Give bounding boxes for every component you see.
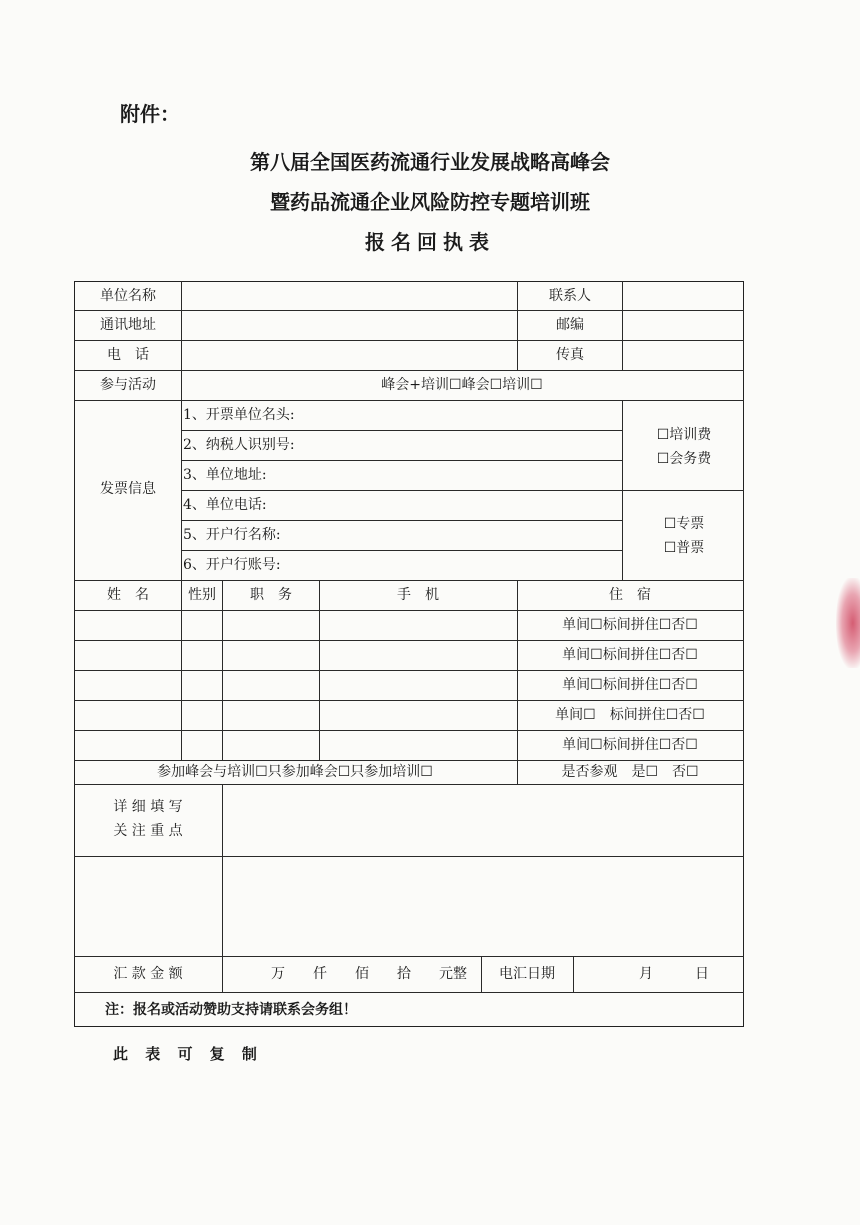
- activity-label: 参与活动: [100, 377, 156, 393]
- focus-label-line-2: 关 注 重 点: [113, 823, 183, 839]
- transfer-date-label: 电汇日期: [499, 966, 555, 982]
- row-divider: [74, 730, 744, 731]
- row-divider: [74, 700, 744, 701]
- invoice-divider: [181, 550, 622, 551]
- header-lodging: 住 宿: [609, 587, 651, 603]
- invoice-divider: [181, 430, 622, 431]
- header-mobile: 手 机: [397, 587, 439, 603]
- row-divider: [74, 340, 744, 341]
- col-divider: [222, 784, 223, 992]
- participation-options[interactable]: 参加峰会与培训☐只参加峰会☐只参加培训☐: [157, 764, 433, 780]
- col-divider: [622, 400, 623, 580]
- copy-permission-note: 此 表 可 复 制: [113, 1045, 263, 1063]
- row-divider: [74, 580, 744, 581]
- fee-option-training[interactable]: ☐培训费: [656, 427, 712, 443]
- contact-note: 注：报名或活动赞助支持请联系会务组！: [105, 1002, 357, 1018]
- ticket-option-special[interactable]: ☐专票: [663, 516, 705, 532]
- contact-label: 联系人: [549, 288, 591, 304]
- invoice-divider: [181, 490, 744, 491]
- invoice-field-phone[interactable]: 4、单位电话:: [183, 497, 267, 513]
- row-divider: [74, 784, 744, 785]
- row-divider: [74, 956, 744, 957]
- lodging-option[interactable]: 单间☐ 标间拼住☐否☐: [555, 707, 705, 723]
- row-divider: [74, 370, 744, 371]
- col-divider: [517, 580, 518, 784]
- header-name: 姓 名: [107, 587, 149, 603]
- payment-amount-units[interactable]: 万 仟 佰 拾 元整: [271, 966, 467, 982]
- col-divider: [181, 580, 182, 760]
- invoice-field-bank-account[interactable]: 6、开户行账号:: [183, 557, 281, 573]
- red-seal-stamp: [836, 578, 860, 668]
- focus-label-line-1: 详 细 填 写: [113, 799, 183, 815]
- lodging-option[interactable]: 单间☐标间拼住☐否☐: [562, 737, 698, 753]
- unit-name-label: 单位名称: [100, 288, 156, 304]
- attachment-label: 附件：: [120, 102, 180, 126]
- postcode-label: 邮编: [556, 317, 584, 333]
- invoice-label: 发票信息: [100, 481, 156, 497]
- col-divider: [622, 281, 623, 371]
- row-divider: [74, 760, 744, 761]
- header-position: 职 务: [250, 587, 292, 603]
- invoice-field-company-title[interactable]: 1、开票单位名头:: [183, 407, 295, 423]
- col-divider: [319, 580, 320, 760]
- lodging-option[interactable]: 单间☐标间拼住☐否☐: [562, 647, 698, 663]
- row-divider: [74, 400, 744, 401]
- address-label: 通讯地址: [100, 317, 156, 333]
- title-line-3: 报名回执表: [365, 230, 495, 254]
- transfer-date-units[interactable]: 月 日: [639, 966, 709, 982]
- col-divider: [181, 281, 182, 580]
- invoice-divider: [181, 520, 622, 521]
- col-divider: [222, 580, 223, 760]
- visit-options[interactable]: 是否参观 是☐ 否☐: [561, 764, 699, 780]
- lodging-option[interactable]: 单间☐标间拼住☐否☐: [562, 617, 698, 633]
- row-divider: [74, 992, 744, 993]
- title-line-2: 暨药品流通企业风险防控专题培训班: [270, 190, 590, 214]
- phone-label: 电 话: [107, 347, 149, 363]
- col-divider: [517, 281, 518, 371]
- row-divider: [74, 310, 744, 311]
- invoice-field-bank-name[interactable]: 5、开户行名称:: [183, 527, 281, 543]
- payment-amount-label: 汇 款 金 额: [113, 966, 183, 982]
- ticket-option-general[interactable]: ☐普票: [663, 540, 705, 556]
- row-divider: [74, 670, 744, 671]
- activity-options[interactable]: 峰会+培训☐峰会☐培训☐: [381, 377, 543, 393]
- col-divider: [481, 956, 482, 992]
- invoice-divider: [181, 460, 622, 461]
- row-divider: [74, 856, 744, 857]
- invoice-field-address[interactable]: 3、单位地址:: [183, 467, 267, 483]
- invoice-field-tax-id[interactable]: 2、纳税人识别号:: [183, 437, 295, 453]
- header-gender: 性别: [188, 587, 216, 603]
- col-divider: [573, 956, 574, 992]
- fee-option-meeting[interactable]: ☐会务费: [656, 451, 712, 467]
- title-line-1: 第八届全国医药流通行业发展战略高峰会: [250, 150, 610, 174]
- row-divider: [74, 610, 744, 611]
- fax-label: 传真: [556, 347, 584, 363]
- lodging-option[interactable]: 单间☐标间拼住☐否☐: [562, 677, 698, 693]
- row-divider: [74, 640, 744, 641]
